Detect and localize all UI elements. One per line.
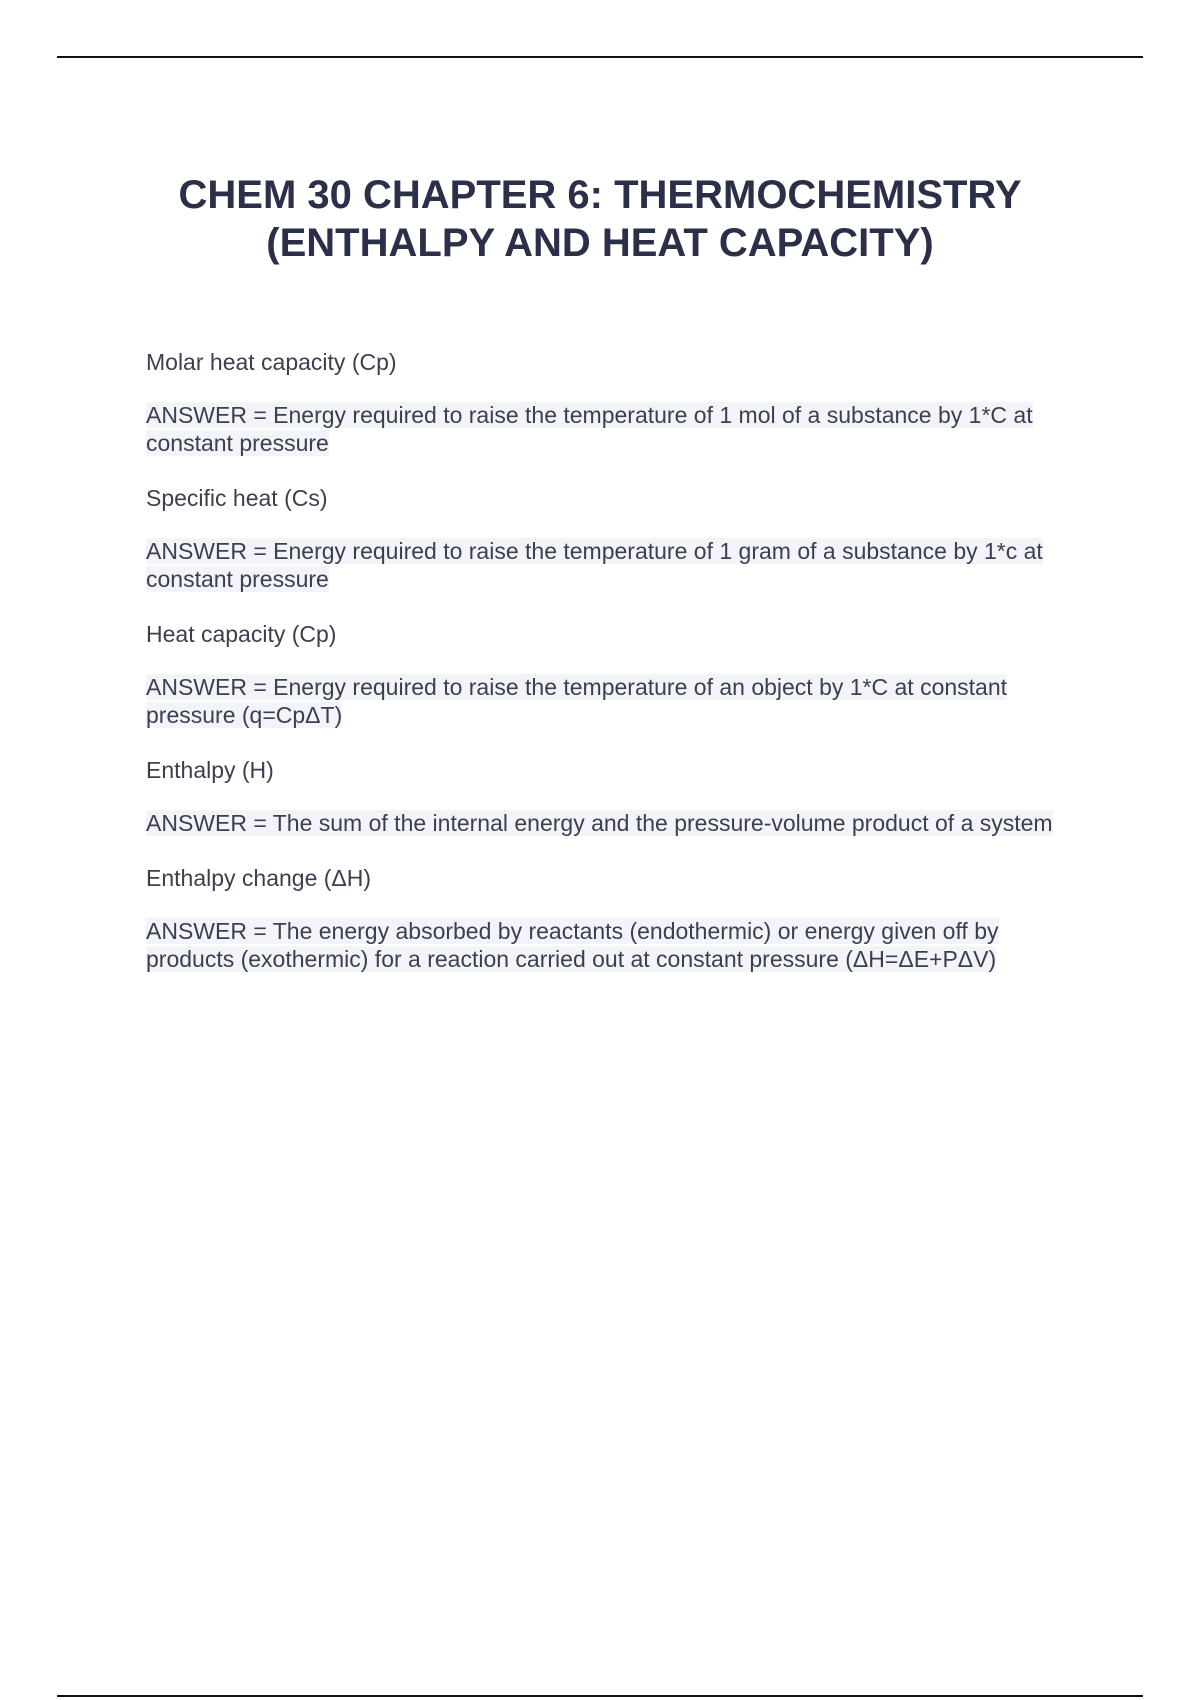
answer-text (146, 537, 1096, 593)
term-text: Specific heat (Cs) (146, 485, 328, 511)
flashcard-item (146, 863, 1096, 973)
answer-text (146, 401, 1096, 457)
flashcard-item (146, 347, 1096, 457)
term-text: Enthalpy change (ΔH) (146, 865, 372, 891)
flashcard-list (146, 347, 1096, 999)
flashcard-item (146, 619, 1096, 729)
bottom-rule (57, 1695, 1143, 1697)
term-text: Molar heat capacity (Cp) (146, 349, 397, 375)
flashcard-item (146, 755, 1096, 837)
term-text: Enthalpy (H) (146, 757, 274, 783)
answer-text (146, 917, 1096, 973)
answer-highlight: ANSWER = Energy required to raise the temperature of 1 gram of a substance by 1*c at constant pressure (146, 538, 1043, 592)
answer-highlight: ANSWER = Energy required to raise the temperature of 1 mol of a substance by 1*C at constant pressure (146, 402, 1033, 456)
title-line-2: (ENTHALPY AND HEAT CAPACITY) (266, 220, 934, 265)
answer-text (146, 809, 1096, 837)
answer-highlight: ANSWER = Energy required to raise the temperature of an object by 1*C at constant pressure (q=CpΔT) (146, 674, 1008, 728)
document-title (100, 171, 1100, 267)
answer-text (146, 673, 1096, 729)
answer-highlight: ANSWER = The sum of the internal energy and the pressure-volume product of a system (146, 810, 1053, 836)
top-rule (57, 56, 1143, 58)
answer-highlight: ANSWER = The energy absorbed by reactants (endothermic) or energy given off by products (exothermic) for a reaction carried out at constant pressure (ΔH=ΔE+PΔV) (146, 918, 999, 972)
title-line-1: CHEM 30 CHAPTER 6: THERMOCHEMISTRY (178, 172, 1022, 217)
term-text: Heat capacity (Cp) (146, 621, 337, 647)
flashcard-item (146, 483, 1096, 593)
